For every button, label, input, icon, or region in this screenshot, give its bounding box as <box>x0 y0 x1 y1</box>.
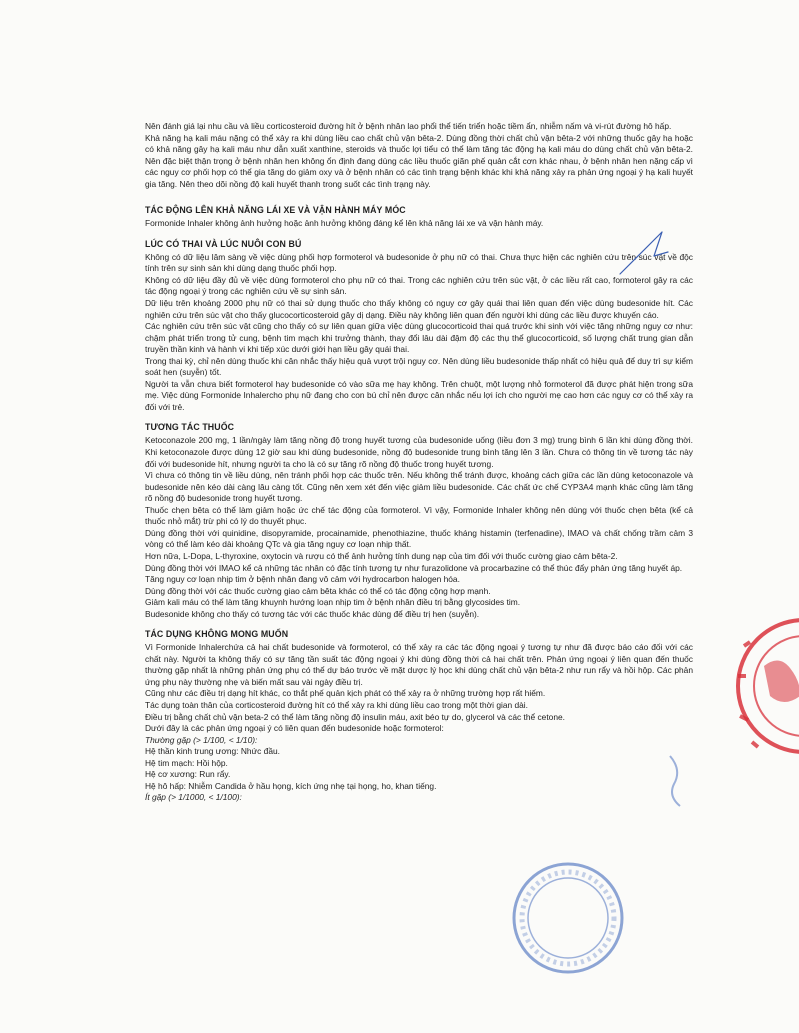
paragraph: Dưới đây là các phản ứng ngoại ý có liên quan đến budesonide hoặc formoterol: <box>145 723 444 734</box>
list-item: Hệ thần kinh trung ương: Nhức đầu. <box>145 746 280 757</box>
paragraph: Người ta vẫn chưa biết formoterol hay budesonide có vào sữa mẹ hay không. Trên chuột, một lượng nhỏ formoterol đã được phát hiện trong sữa mẹ. Việc dùng Formonide Inhalercho phụ nữ đang cho con bú chỉ nên được cân nhắc nếu lợi ích cho người mẹ cao hơn các nguy cơ có thể xảy ra đối với trẻ. <box>145 378 693 412</box>
paragraph: Dùng đồng thời với IMAO kể cả những tác nhân có đặc tính tương tự như furazolidone và procarbazine có thể thúc đẩy phản ứng tăng huyết áp. <box>145 562 683 573</box>
frequency-label-uncommon: Ít gặp (> 1/1000, < 1/100): <box>145 792 242 803</box>
section-heading-driving: TÁC ĐỘNG LÊN KHẢ NĂNG LÁI XE VÀ VẬN HÀNH MÁY MÓC <box>145 205 406 216</box>
paragraph: Không có dữ liệu đầy đủ về việc dùng formoterol cho phụ nữ có thai. Trong các nghiên cứu trên súc vật, ở các liều rất cao, formoterol gây ra các tác động ngoại ý trong các nghiên cứu về sự sinh sản. <box>145 274 693 297</box>
paragraph: Giảm kali máu có thể làm tăng khuynh hướng loạn nhịp tim ở bệnh nhân điều trị bằng glycosides tim. <box>145 597 521 608</box>
list-item: Hệ tim mạch: Hồi hộp. <box>145 757 228 768</box>
red-stamp-seal <box>724 606 799 766</box>
paragraph: Thuốc chẹn bêta có thể làm giảm hoặc ức chế tác động của formoterol. Vì vậy, Formonide Inhaler không nên dùng với thuốc chẹn bêta (kể cả thuốc nhỏ mắt) trừ phi có lý do thuyết phục. <box>145 504 693 527</box>
paragraph: Vì Formonide Inhalerchứa cả hai chất budesonide và formoterol, có thể xảy ra các tác động ngoại ý tương tự như đã được báo cáo đối với các chất này. Người ta không thấy có sự tăng tần suất tác động ngoại ý khi dùng đồng thời cả hai chất trên. Phản ứng ngoại ý liên quan đến thuốc thường gặp nhất là những phản ứng phụ có thể dự báo trước về mặt dược lý học khi dùng chất chủ vận bêta-2 như run rẩy và hồi hộp. Các phản ứng phụ này thường nhẹ và biến mất sau vài ngày điều trị. <box>145 642 693 687</box>
section-heading-pregnancy: LÚC CÓ THAI VÀ LÚC NUÔI CON BÚ <box>145 238 302 249</box>
paragraph: Trong thai kỳ, chỉ nên dùng thuốc khi cân nhắc thấy hiệu quả vượt trội nguy cơ. Nên dùng liều budesonide thấp nhất có hiệu quả để duy trì sự kiểm soát hen (suyễn) tốt. <box>145 355 693 378</box>
paragraph: Ketoconazole 200 mg, 1 lần/ngày làm tăng nồng độ trong huyết tương của budesonide uống (liều đơn 3 mg) trung bình 6 lần khi dùng đồng thời. Khi ketoconazole được dùng 12 giờ sau khi dùng budesonide, nồng độ budesonide trung bình tăng lên 3 lần. Chưa có thông tin về tương tác này đối với budesonide hít, nhưng người ta cho là có sự tăng rõ nồng độ thuốc trong huyết tương. <box>145 435 693 469</box>
paragraph: Formonide Inhaler không ảnh hưởng hoặc ảnh hưởng không đáng kể lên khả năng lái xe và vận hành máy. <box>145 218 544 229</box>
paragraph: Budesonide không cho thấy có tương tác với các thuốc khác dùng để điều trị hen (suyễn). <box>145 608 480 619</box>
frequency-label-common: Thường gặp (> 1/100, < 1/10): <box>145 734 258 745</box>
section-heading-adverse-effects: TÁC DỤNG KHÔNG MONG MUỐN <box>145 629 289 640</box>
list-item: Hệ hô hấp: Nhiễm Candida ở hầu họng, kích ứng nhẹ tại họng, ho, khan tiếng. <box>145 780 437 791</box>
paragraph: Khả năng hạ kali máu nặng có thể xảy ra khi dùng liều cao chất chủ vận bêta-2. Dùng đồng thời chất chủ vận bêta-2 với những thuốc gây hạ hoặc có khả năng gây hạ kali máu như dẫn xuất xanthine, steroids và thuốc lợi tiểu có thể làm tăng tác động hạ kali máu do dùng chất chủ vận bêta-2. Nên đặc biệt thận trọng ở bệnh nhân hen không ổn định đang dùng các liều thuốc giãn phế quản cắt cơn khác nhau, ở bệnh nhân hen nặng cấp vì các nguy cơ phối hợp có thể gia tăng do giảm oxy và ở bệnh nhân có các tình trạng bệnh khác khi khả năng xảy ra phản ứng ngoại ý hạ kali huyết gia tăng. Nên theo dõi nồng độ kali huyết thanh trong suốt các tình trạng này. <box>145 132 693 189</box>
paragraph: Các nghiên cứu trên súc vật cũng cho thấy có sự liên quan giữa việc dùng glucocorticoid thai quá trước khi sinh với việc tăng những nguy cơ như: chậm phát triển trong tử cung, bệnh tim mạch khi trưởng thành, thay đổi lâu dài đậm độ các thụ thể glucocorticoid, số lượng chất trung gian dẫn truyền thần kinh và hành vi khi tiếp xúc dưới giới hạn liều gây quái thai. <box>145 321 693 355</box>
document-body <box>145 121 693 804</box>
signature-mark <box>612 222 672 282</box>
blue-stamp-seal <box>508 858 628 978</box>
section-heading-interactions: TƯƠNG TÁC THUỐC <box>145 422 235 433</box>
paragraph: Dùng đồng thời với quinidine, disopyramide, procainamide, phenothiazine, thuốc kháng histamin (terfenadine), IMAO và chất chống trầm cảm 3 vòng có thể làm kéo dài khoảng QTc và gia tăng nguy cơ loạn nhịp thất. <box>145 527 693 550</box>
paragraph: Điều trị bằng chất chủ vận beta-2 có thể làm tăng nồng độ insulin máu, axit béo tự do, glycerol và các thể cetone. <box>145 711 565 722</box>
paragraph: Nên đánh giá lại nhu cầu và liều corticosteroid đường hít ở bệnh nhân lao phổi thể tiến triển hoặc tiềm ẩn, nhiễm nấm và vi-rút đường hô hấp. <box>145 121 672 131</box>
paragraph: Vì chưa có thông tin về liều dùng, nên tránh phối hợp các thuốc trên. Nếu không thể tránh được, khoảng cách giữa các lần dùng ketoconazole và budesonide nên kéo dài càng lâu càng tốt. Cũng nên xem xét đến việc giảm liều budesonide. Các chất ức chế CYP3A4 mạnh khác cũng làm tăng rõ nồng độ budesonide trong huyết tương. <box>145 470 693 504</box>
paragraph: Dữ liệu trên khoảng 2000 phụ nữ có thai sử dụng thuốc cho thấy không có nguy cơ gây quái thai liên quan đến việc dùng budesonide hít. Các nghiên cứu trên súc vật cho thấy glucocorticosteroid gây dị dạng. Điều này không liên quan đến người khi dùng các liều được khuyến cáo. <box>145 298 693 320</box>
paragraph: Không có dữ liệu lâm sàng về việc dùng phối hợp formoterol và budesonide ở phụ nữ có thai. Chưa thực hiện các nghiên cứu trên súc vật về độc tính trên sự sinh sản khi dùng dạng thuốc phối hợp. <box>145 251 693 274</box>
paragraph: Tăng nguy cơ loạn nhịp tim ở bệnh nhân đang vô cảm với hydrocarbon halogen hóa. <box>145 574 460 585</box>
list-item: Hệ cơ xương: Run rẩy. <box>145 769 231 780</box>
paragraph: Cũng như các điều trị dạng hít khác, co thắt phế quản kịch phát có thể xảy ra ở những trường hợp rất hiếm. <box>145 688 546 699</box>
paragraph: Tác dụng toàn thân của corticosteroid đường hít có thể xảy ra khi dùng liều cao trong một thời gian dài. <box>145 699 528 710</box>
paragraph: Dùng đồng thời với các thuốc cường giao cảm bêta khác có thể có tác động cộng hợp mạnh. <box>145 585 491 596</box>
paragraph: Hơn nữa, L-Dopa, L-thyroxine, oxytocin và rượu có thể ảnh hưởng tính dung nạp của tim đối với thuốc cường giao cảm bêta-2. <box>145 550 618 561</box>
blue-stamp-fragment <box>664 750 694 810</box>
